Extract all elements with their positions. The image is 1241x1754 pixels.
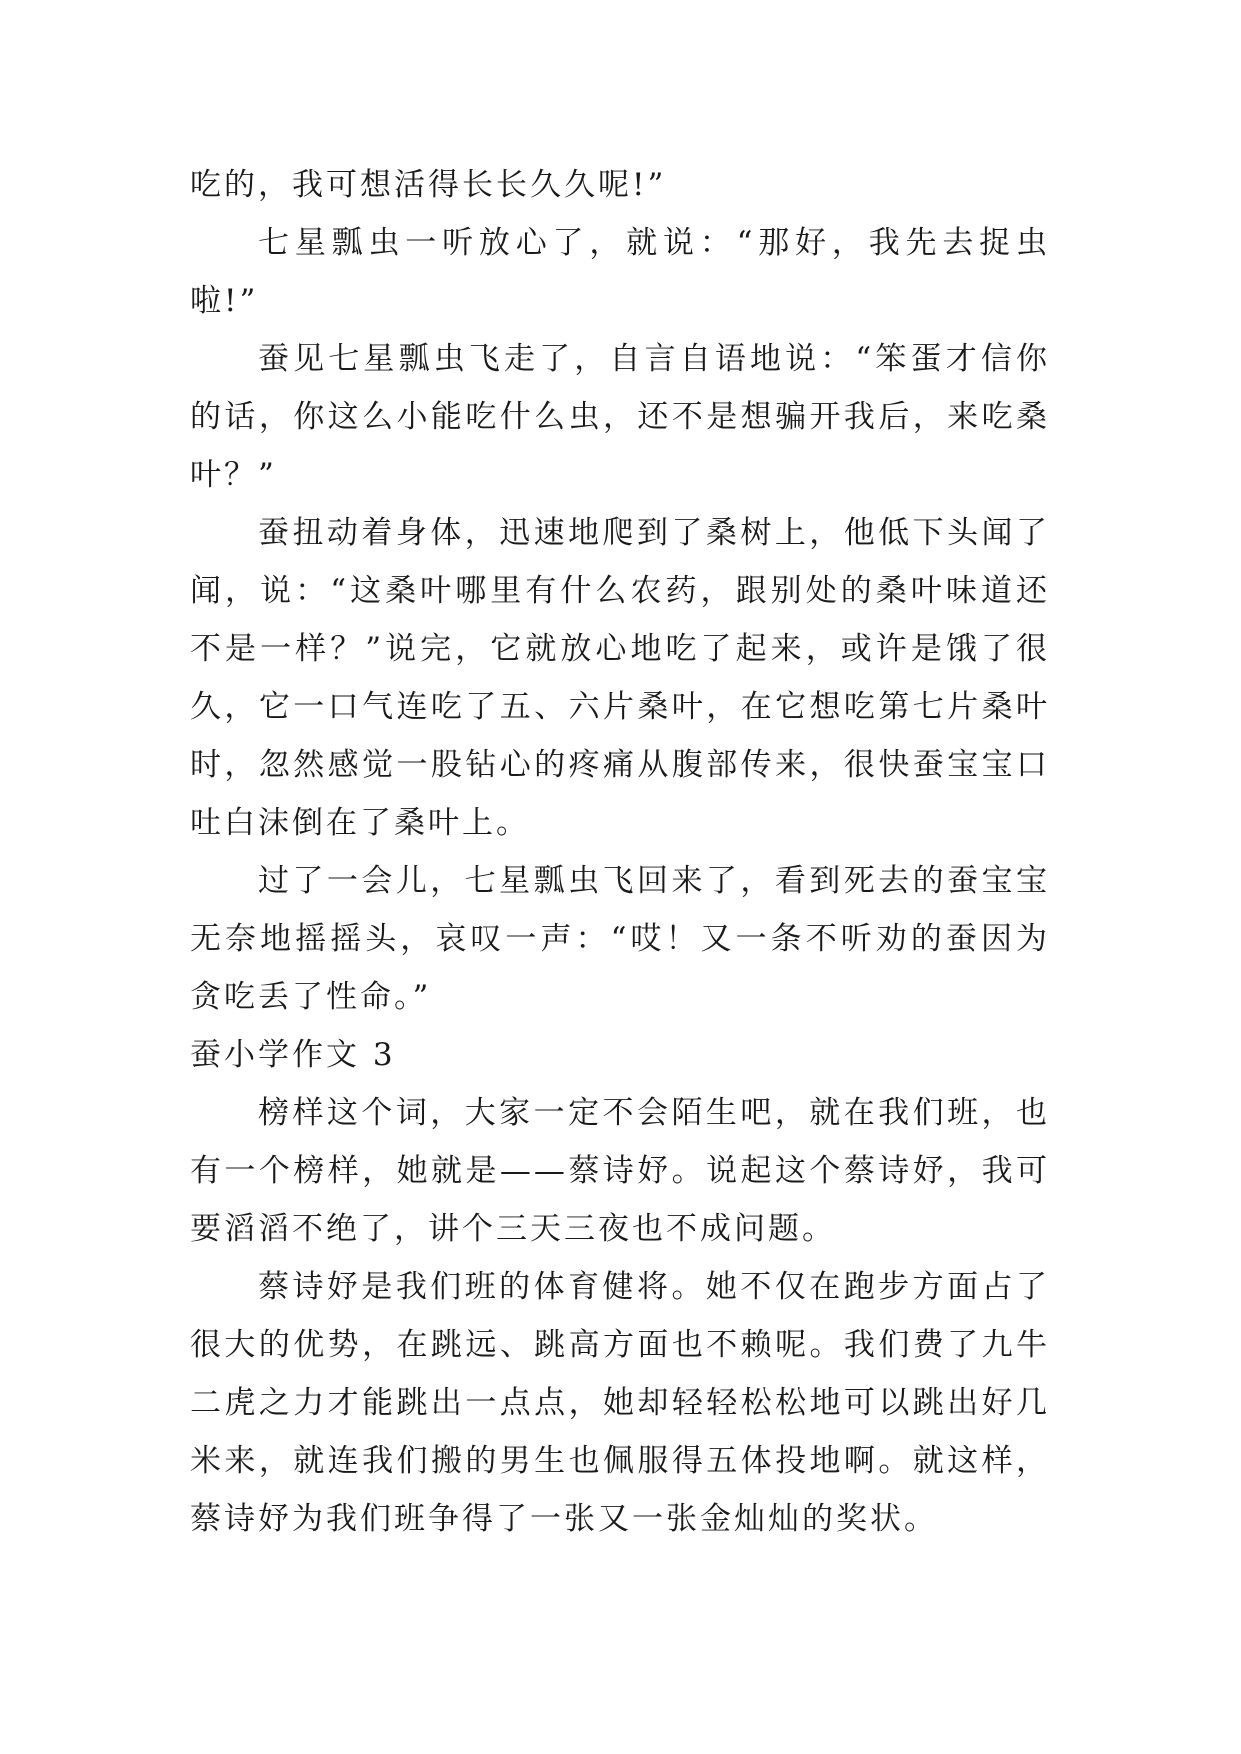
document-body <box>190 156 1050 1548</box>
paragraph-ladybug-returns: 过了一会儿，七星瓢虫飞回来了，看到死去的蚕宝宝无奈地摇摇头，哀叹一声：“哎！又一条不听劝的蚕因为贪吃丢了性命。” <box>190 863 1050 1015</box>
paragraph-silkworm-eats: 蚕扭动着身体，迅速地爬到了桑树上，他低下头闻了闻，说：“这桑叶哪里有什么农药，跟别处的桑叶味道还不是一样？”说完，它就放心地吃了起来，或许是饿了很久，它一口气连吃了五、六片桑叶，在它想吃第七片桑叶时，忽然感觉一股钻心的疼痛从腹部传来，很快蚕宝宝口吐白沫倒在了桑叶上。 <box>190 515 1050 841</box>
paragraph-continuation: 吃的，我可想活得长长久久呢!” <box>190 167 667 203</box>
section-title: 蚕小学作文 3 <box>190 1037 396 1073</box>
paragraph-ladybug-reply: 七星瓢虫一听放心了，就说：“那好，我先去捉虫啦!” <box>190 225 1050 319</box>
paragraph-silkworm-thought: 蚕见七星瓢虫飞走了，自言自语地说：“笨蛋才信你的话，你这么小能吃什么虫，还不是想骗开我后，来吃桑叶？” <box>190 341 1050 493</box>
paragraph-sports-star: 蔡诗妤是我们班的体育健将。她不仅在跑步方面占了很大的优势，在跳远、跳高方面也不赖呢。我们费了九牛二虎之力才能跳出一点点，她却轻轻松松地可以跳出好几米来，就连我们搬的男生也佩服得五体投地啊。就这样，蔡诗妤为我们班争得了一张又一张金灿灿的奖状。 <box>190 1269 1050 1537</box>
paragraph-role-model-intro: 榜样这个词，大家一定不会陌生吧，就在我们班，也有一个榜样，她就是——蔡诗妤。说起这个蔡诗妤，我可要滔滔不绝了，讲个三天三夜也不成问题。 <box>190 1095 1050 1247</box>
